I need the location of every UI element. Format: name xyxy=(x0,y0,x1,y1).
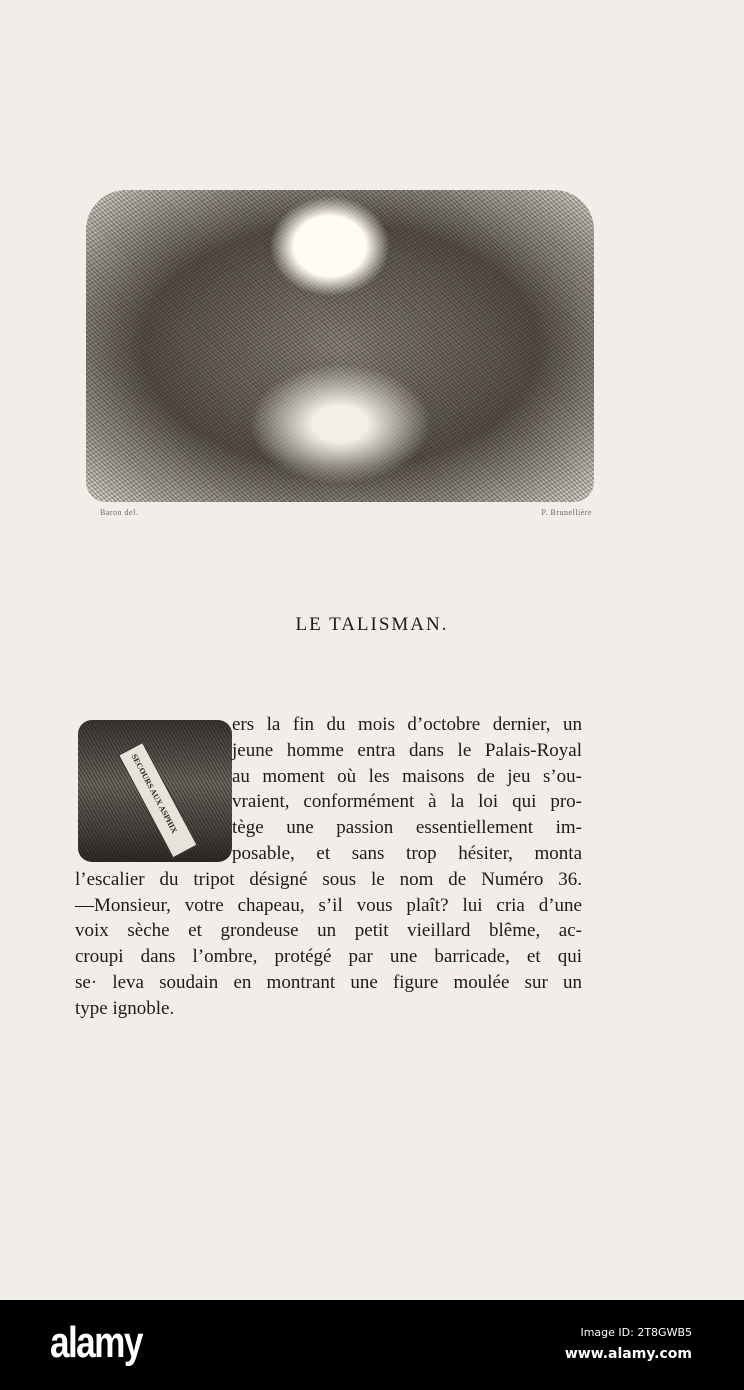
text-line: vraient, conformément à la loi qui pro- xyxy=(232,791,582,813)
text-line: croupi dans l’ombre, protégé par une barricade, et qui xyxy=(75,946,582,968)
text-line: voix sèche et grondeuse un petit vieillard blême, ac- xyxy=(75,920,582,942)
body-text xyxy=(75,712,582,1022)
text-line: au moment où les maisons de jeu s’ou- xyxy=(232,765,582,787)
watermark-footer xyxy=(0,1300,744,1390)
text-line: posable, et sans trop hésiter, monta xyxy=(232,842,582,864)
header-engraving xyxy=(86,190,594,502)
drop-cap-sign: SECOURS AUX ASPHIX xyxy=(118,742,198,858)
alamy-logo: alamy xyxy=(50,1318,142,1367)
site-link[interactable]: www.alamy.com xyxy=(564,1346,692,1362)
engraver-credit: P. Brunellière xyxy=(541,508,592,517)
text-line: jeune homme entra dans le Palais-Royal xyxy=(232,739,582,761)
text-line: —Monsieur, votre chapeau, s’il vous plaît? lui cria d’une xyxy=(75,894,582,916)
text-line: se· leva soudain en montrant une figure moulée sur un xyxy=(75,971,582,993)
artist-credit: Baron del. xyxy=(100,508,139,517)
text-line: type ignoble. xyxy=(75,997,175,1019)
chapter-title: LE TALISMAN. xyxy=(295,614,449,635)
text-line: ers la fin du mois d’octobre dernier, un xyxy=(232,714,582,735)
text-line: l’escalier du tripot désigné sous le nom de Numéro 36. xyxy=(75,868,582,890)
text-line: tège une passion essentiellement im- xyxy=(232,817,582,839)
image-id: Image ID: 2T8GWB5 xyxy=(580,1326,692,1339)
